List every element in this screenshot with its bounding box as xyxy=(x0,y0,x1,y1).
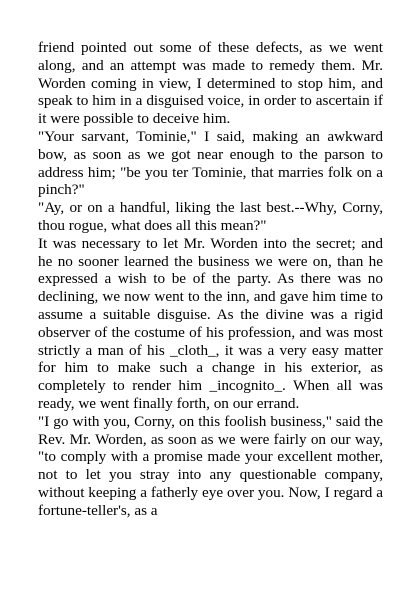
paragraph-3: "Ay, or on a handful, liking the last best.--Why, Corny, thou rogue, what does all this mean?" xyxy=(38,199,383,234)
paragraph-5: "I go with you, Corny, on this foolish business," said the Rev. Mr. Worden, as soon as we were fairly on our way, "to comply with a promise made your excellent mother, not to let you stray into any questionable company, without keeping a fatherly eye over you. Now, I regard a fortune-teller's, as a xyxy=(38,412,383,519)
paragraph-4: It was necessary to let Mr. Worden into the secret; and he no sooner learned the business we were on, than he expressed a wish to be of the party. As there was no declining, we now went to the inn, and gave him time to assume a suitable disguise. As the divine was a rigid observer of the costume of his profession, and was most strictly a man of his _cloth_, it was a very easy matter for him to make such a change in his exterior, as completely to render him _incognito_. When all was ready, we went finally forth, on our errand. xyxy=(38,234,383,412)
page-text xyxy=(38,39,383,520)
paragraph-2: "Your sarvant, Tominie," I said, making an awkward bow, as soon as we got near enough to the parson to address him; "be you ter Tominie, that marries folk on a pinch?" xyxy=(38,127,383,199)
paragraph-1: friend pointed out some of these defects, as we went along, and an attempt was made to remedy them. Mr. Worden coming in view, I determined to stop him, and speak to him in a disguised voice, in order to ascertain if it were possible to deceive him. xyxy=(38,39,383,128)
